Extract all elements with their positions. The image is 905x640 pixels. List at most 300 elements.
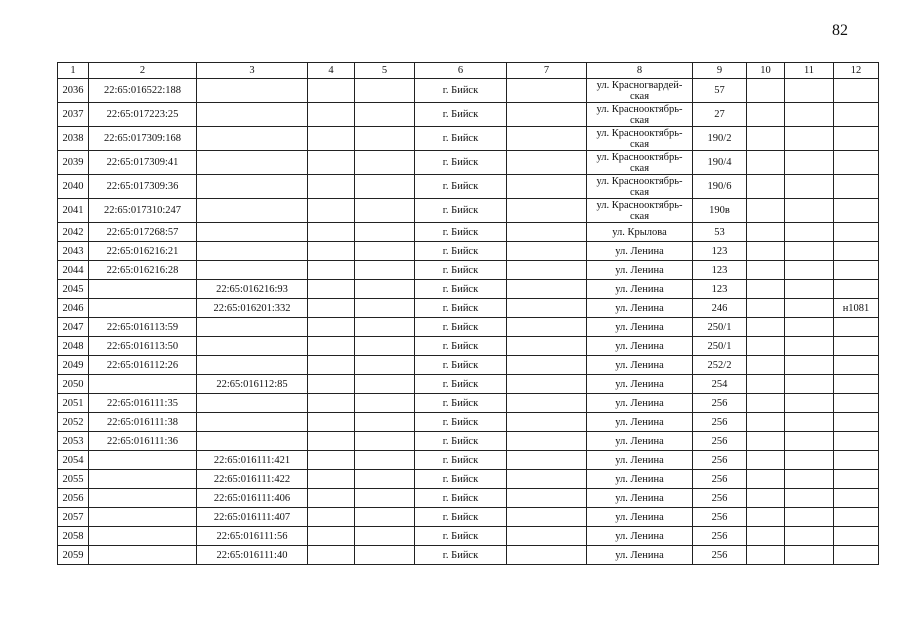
table-row (58, 151, 879, 175)
table-cell: г. Бийск (415, 394, 507, 413)
table-cell (785, 79, 834, 103)
table-cell: 22:65:016111:38 (89, 413, 197, 432)
table-cell (834, 242, 879, 261)
table-cell: 2041 (58, 199, 89, 223)
table-cell (197, 261, 308, 280)
table-cell (507, 127, 587, 151)
table-cell (507, 318, 587, 337)
table-cell (785, 199, 834, 223)
table-cell (308, 242, 355, 261)
table-cell (308, 451, 355, 470)
table-cell (197, 199, 308, 223)
table-cell: ул. Ленина (587, 413, 693, 432)
table-cell: 22:65:017268:57 (89, 223, 197, 242)
table-cell (507, 199, 587, 223)
table-cell: 22:65:016111:422 (197, 470, 308, 489)
table-cell: 190/4 (693, 151, 747, 175)
table-cell (747, 223, 785, 242)
table-cell (355, 280, 415, 299)
table-row (58, 508, 879, 527)
table-cell (355, 527, 415, 546)
table-cell (308, 175, 355, 199)
table-cell (355, 356, 415, 375)
table-cell: г. Бийск (415, 151, 507, 175)
table-cell (507, 280, 587, 299)
table-row (58, 242, 879, 261)
table-cell (308, 318, 355, 337)
table-cell: г. Бийск (415, 432, 507, 451)
table-cell (747, 79, 785, 103)
table-cell (747, 280, 785, 299)
table-cell: 2049 (58, 356, 89, 375)
table-cell (89, 299, 197, 318)
table-cell: ул. Краснооктябрь-ская (587, 127, 693, 151)
table-cell (308, 489, 355, 508)
table-cell (89, 470, 197, 489)
table-cell: 2042 (58, 223, 89, 242)
table-cell: 22:65:016201:332 (197, 299, 308, 318)
table-cell (197, 318, 308, 337)
table-cell (785, 489, 834, 508)
table-cell: 22:65:016112:85 (197, 375, 308, 394)
table-cell (747, 470, 785, 489)
table-cell (89, 546, 197, 565)
table-row (58, 280, 879, 299)
column-header: 10 (747, 63, 785, 79)
table-row (58, 432, 879, 451)
table-cell: ул. Ленина (587, 546, 693, 565)
table-cell (507, 242, 587, 261)
table-cell: 254 (693, 375, 747, 394)
table-cell: 256 (693, 470, 747, 489)
table-cell (834, 318, 879, 337)
table-cell: 2058 (58, 527, 89, 546)
table-cell: 190/6 (693, 175, 747, 199)
table-cell: 2057 (58, 508, 89, 527)
table-cell (355, 508, 415, 527)
table-cell (747, 299, 785, 318)
table-row (58, 199, 879, 223)
table-cell: 2059 (58, 546, 89, 565)
table-cell (507, 79, 587, 103)
table-cell: ул. Краснооктябрь-ская (587, 175, 693, 199)
table-cell (747, 261, 785, 280)
table-cell: 2050 (58, 375, 89, 394)
table-cell (355, 261, 415, 280)
table-cell (785, 508, 834, 527)
table-cell (507, 175, 587, 199)
table-cell (747, 199, 785, 223)
table-cell: 2036 (58, 79, 89, 103)
table-cell: ул. Краснооктябрь-ская (587, 199, 693, 223)
table-body (58, 79, 879, 565)
table-cell (308, 223, 355, 242)
table-row (58, 103, 879, 127)
column-header: 6 (415, 63, 507, 79)
table-cell (507, 151, 587, 175)
table-cell (785, 451, 834, 470)
table-cell (308, 356, 355, 375)
table-cell (197, 394, 308, 413)
table-cell: 252/2 (693, 356, 747, 375)
table-cell: ул. Ленина (587, 470, 693, 489)
table-cell (834, 79, 879, 103)
table-cell: ул. Ленина (587, 242, 693, 261)
table-cell: ул. Ленина (587, 375, 693, 394)
table-cell: ул. Ленина (587, 527, 693, 546)
table-cell (308, 508, 355, 527)
table-cell (308, 103, 355, 127)
table-row (58, 127, 879, 151)
table-cell (89, 451, 197, 470)
table-cell: г. Бийск (415, 318, 507, 337)
table-cell (355, 127, 415, 151)
table-cell: г. Бийск (415, 223, 507, 242)
table-cell (834, 451, 879, 470)
table-cell: 123 (693, 261, 747, 280)
table-cell: 27 (693, 103, 747, 127)
table-cell (355, 375, 415, 394)
table-cell (308, 413, 355, 432)
table-cell: 22:65:017309:36 (89, 175, 197, 199)
table-cell (308, 432, 355, 451)
table-cell: 256 (693, 527, 747, 546)
table-cell: г. Бийск (415, 508, 507, 527)
table-cell: 2054 (58, 451, 89, 470)
table-cell: 2040 (58, 175, 89, 199)
table-cell: г. Бийск (415, 546, 507, 565)
table-cell (747, 527, 785, 546)
table-cell: 190/2 (693, 127, 747, 151)
table-cell: 2055 (58, 470, 89, 489)
table-cell: 22:65:017309:168 (89, 127, 197, 151)
table-cell: г. Бийск (415, 175, 507, 199)
table-cell (834, 127, 879, 151)
table-cell (197, 151, 308, 175)
table-cell (834, 280, 879, 299)
table-cell (507, 223, 587, 242)
table-cell (747, 432, 785, 451)
table-cell: 190в (693, 199, 747, 223)
table-cell: 250/1 (693, 337, 747, 356)
table-cell (355, 151, 415, 175)
table-row (58, 299, 879, 318)
table-cell (785, 470, 834, 489)
table-cell (747, 151, 785, 175)
table-row (58, 175, 879, 199)
column-header: 3 (197, 63, 308, 79)
table-cell (834, 432, 879, 451)
table-cell (785, 261, 834, 280)
table-cell: 2051 (58, 394, 89, 413)
table-cell: г. Бийск (415, 261, 507, 280)
table-cell (197, 356, 308, 375)
table-cell: 2047 (58, 318, 89, 337)
table-cell (785, 151, 834, 175)
table-cell: ул. Краснооктябрь-ская (587, 151, 693, 175)
column-header: 5 (355, 63, 415, 79)
header-row (58, 63, 879, 79)
table-cell (197, 242, 308, 261)
column-header: 2 (89, 63, 197, 79)
table-cell (507, 337, 587, 356)
table-cell: 256 (693, 508, 747, 527)
table-cell (308, 527, 355, 546)
table-cell (785, 432, 834, 451)
table-cell: 2043 (58, 242, 89, 261)
column-header: 4 (308, 63, 355, 79)
table-cell: ул. Ленина (587, 432, 693, 451)
table-cell: 250/1 (693, 318, 747, 337)
table-cell (785, 299, 834, 318)
table-cell: ул. Ленина (587, 394, 693, 413)
column-header: 7 (507, 63, 587, 79)
page-number: 82 (832, 22, 848, 39)
table-cell: г. Бийск (415, 103, 507, 127)
table-cell: 123 (693, 280, 747, 299)
column-header: 8 (587, 63, 693, 79)
table-cell (747, 103, 785, 127)
table-cell: 2037 (58, 103, 89, 127)
table-cell: 256 (693, 432, 747, 451)
table-cell: 2045 (58, 280, 89, 299)
table-cell (308, 79, 355, 103)
table-cell (355, 223, 415, 242)
table-cell (785, 546, 834, 565)
table-cell (785, 103, 834, 127)
table-cell: 22:65:016111:36 (89, 432, 197, 451)
table-row (58, 356, 879, 375)
table-cell (834, 546, 879, 565)
table-cell (507, 508, 587, 527)
table-cell: 22:65:016216:28 (89, 261, 197, 280)
table-cell: ул. Ленина (587, 299, 693, 318)
table-cell: г. Бийск (415, 413, 507, 432)
table-cell: 123 (693, 242, 747, 261)
table-cell: г. Бийск (415, 199, 507, 223)
table-cell: г. Бийск (415, 127, 507, 151)
table-cell (308, 394, 355, 413)
table-cell: 22:65:017310:247 (89, 199, 197, 223)
table-cell (308, 546, 355, 565)
table-cell (785, 527, 834, 546)
table-cell: г. Бийск (415, 299, 507, 318)
table-cell: 22:65:016111:35 (89, 394, 197, 413)
table-cell: 2048 (58, 337, 89, 356)
table-cell (355, 79, 415, 103)
table-cell: ул. Ленина (587, 451, 693, 470)
table-cell: г. Бийск (415, 356, 507, 375)
table-row (58, 489, 879, 508)
table-cell (834, 470, 879, 489)
table-cell: ул. Ленина (587, 337, 693, 356)
table-row (58, 527, 879, 546)
table-cell (747, 356, 785, 375)
table-cell (507, 527, 587, 546)
table-cell (834, 375, 879, 394)
table-row (58, 413, 879, 432)
table-cell (785, 337, 834, 356)
table-cell (834, 508, 879, 527)
table-cell: ул. Ленина (587, 318, 693, 337)
table-cell: г. Бийск (415, 489, 507, 508)
table-cell (308, 470, 355, 489)
table-cell (308, 299, 355, 318)
table-row (58, 375, 879, 394)
table-cell (834, 103, 879, 127)
table-cell (834, 151, 879, 175)
table-cell (834, 394, 879, 413)
table-cell: г. Бийск (415, 242, 507, 261)
table-cell (507, 356, 587, 375)
table-cell (308, 199, 355, 223)
table-cell (785, 242, 834, 261)
table-cell: г. Бийск (415, 79, 507, 103)
table-cell (747, 546, 785, 565)
table-row (58, 546, 879, 565)
table-cell (308, 151, 355, 175)
table-cell (507, 432, 587, 451)
table-cell: 22:65:016111:406 (197, 489, 308, 508)
table-cell (834, 337, 879, 356)
table-cell: 22:65:016216:93 (197, 280, 308, 299)
table-cell (507, 299, 587, 318)
table-cell: 2056 (58, 489, 89, 508)
table-cell: 22:65:016112:26 (89, 356, 197, 375)
table-cell: 22:65:016111:421 (197, 451, 308, 470)
table-cell (785, 394, 834, 413)
table-cell (747, 127, 785, 151)
column-header: 11 (785, 63, 834, 79)
column-header: 1 (58, 63, 89, 79)
table-cell (355, 175, 415, 199)
table-cell (747, 394, 785, 413)
table-cell (785, 375, 834, 394)
table-cell: ул. Крылова (587, 223, 693, 242)
table-cell: 53 (693, 223, 747, 242)
table-cell: ул. Краснооктябрь-ская (587, 103, 693, 127)
table-cell (308, 127, 355, 151)
table-cell: г. Бийск (415, 337, 507, 356)
column-header: 9 (693, 63, 747, 79)
table-cell (355, 394, 415, 413)
table-cell (834, 489, 879, 508)
table-cell (355, 489, 415, 508)
table-cell (785, 356, 834, 375)
table-cell (747, 413, 785, 432)
table-cell: 22:65:017309:41 (89, 151, 197, 175)
table-cell (507, 394, 587, 413)
table-cell: 256 (693, 489, 747, 508)
table-cell: 22:65:016111:407 (197, 508, 308, 527)
table-cell: г. Бийск (415, 451, 507, 470)
table-cell (355, 451, 415, 470)
table-row (58, 394, 879, 413)
table-cell (197, 432, 308, 451)
table-cell (507, 375, 587, 394)
table-cell (747, 242, 785, 261)
table-cell: 2046 (58, 299, 89, 318)
table-cell: г. Бийск (415, 470, 507, 489)
table-row (58, 470, 879, 489)
table-cell (834, 413, 879, 432)
table-cell (834, 356, 879, 375)
table-cell (355, 103, 415, 127)
table-cell: 2052 (58, 413, 89, 432)
table-cell (747, 375, 785, 394)
table-cell: 246 (693, 299, 747, 318)
table-cell (785, 318, 834, 337)
table-cell (355, 242, 415, 261)
table-cell: ул. Ленина (587, 508, 693, 527)
table-cell (747, 318, 785, 337)
registry-table (57, 62, 879, 565)
table-cell: ул. Ленина (587, 489, 693, 508)
table-cell (747, 508, 785, 527)
table-cell: 22:65:016111:40 (197, 546, 308, 565)
table-cell (197, 337, 308, 356)
table-cell (747, 175, 785, 199)
table-cell (834, 223, 879, 242)
table-cell: ул. Ленина (587, 261, 693, 280)
table-cell (355, 413, 415, 432)
table-cell: 256 (693, 546, 747, 565)
table-cell (507, 103, 587, 127)
table-cell (355, 337, 415, 356)
table-row (58, 318, 879, 337)
table-cell: 22:65:016113:50 (89, 337, 197, 356)
table-cell (197, 223, 308, 242)
table-cell (355, 470, 415, 489)
table-cell (197, 103, 308, 127)
table-cell (507, 470, 587, 489)
table-cell (355, 199, 415, 223)
table-cell: 22:65:016111:56 (197, 527, 308, 546)
table-cell (834, 261, 879, 280)
table-cell (355, 432, 415, 451)
table-cell (834, 527, 879, 546)
table-cell (785, 223, 834, 242)
table-cell: 256 (693, 413, 747, 432)
table-cell: 256 (693, 451, 747, 470)
table-cell: 2038 (58, 127, 89, 151)
table-row (58, 451, 879, 470)
table-row (58, 337, 879, 356)
table-row (58, 261, 879, 280)
table-cell (308, 337, 355, 356)
table-cell: 2053 (58, 432, 89, 451)
table-cell: 22:65:016113:59 (89, 318, 197, 337)
table-cell (197, 175, 308, 199)
table-cell (89, 508, 197, 527)
table-cell (89, 280, 197, 299)
table-cell (747, 451, 785, 470)
table-cell (308, 261, 355, 280)
table-cell: 256 (693, 394, 747, 413)
table-cell (355, 318, 415, 337)
table-cell (785, 280, 834, 299)
table-cell: г. Бийск (415, 527, 507, 546)
table-cell (197, 127, 308, 151)
table-cell (747, 489, 785, 508)
table-cell (507, 546, 587, 565)
table-cell: 57 (693, 79, 747, 103)
table-cell (507, 451, 587, 470)
table-cell (197, 413, 308, 432)
table-cell: 22:65:016522:188 (89, 79, 197, 103)
table-cell: 2039 (58, 151, 89, 175)
table-row (58, 79, 879, 103)
